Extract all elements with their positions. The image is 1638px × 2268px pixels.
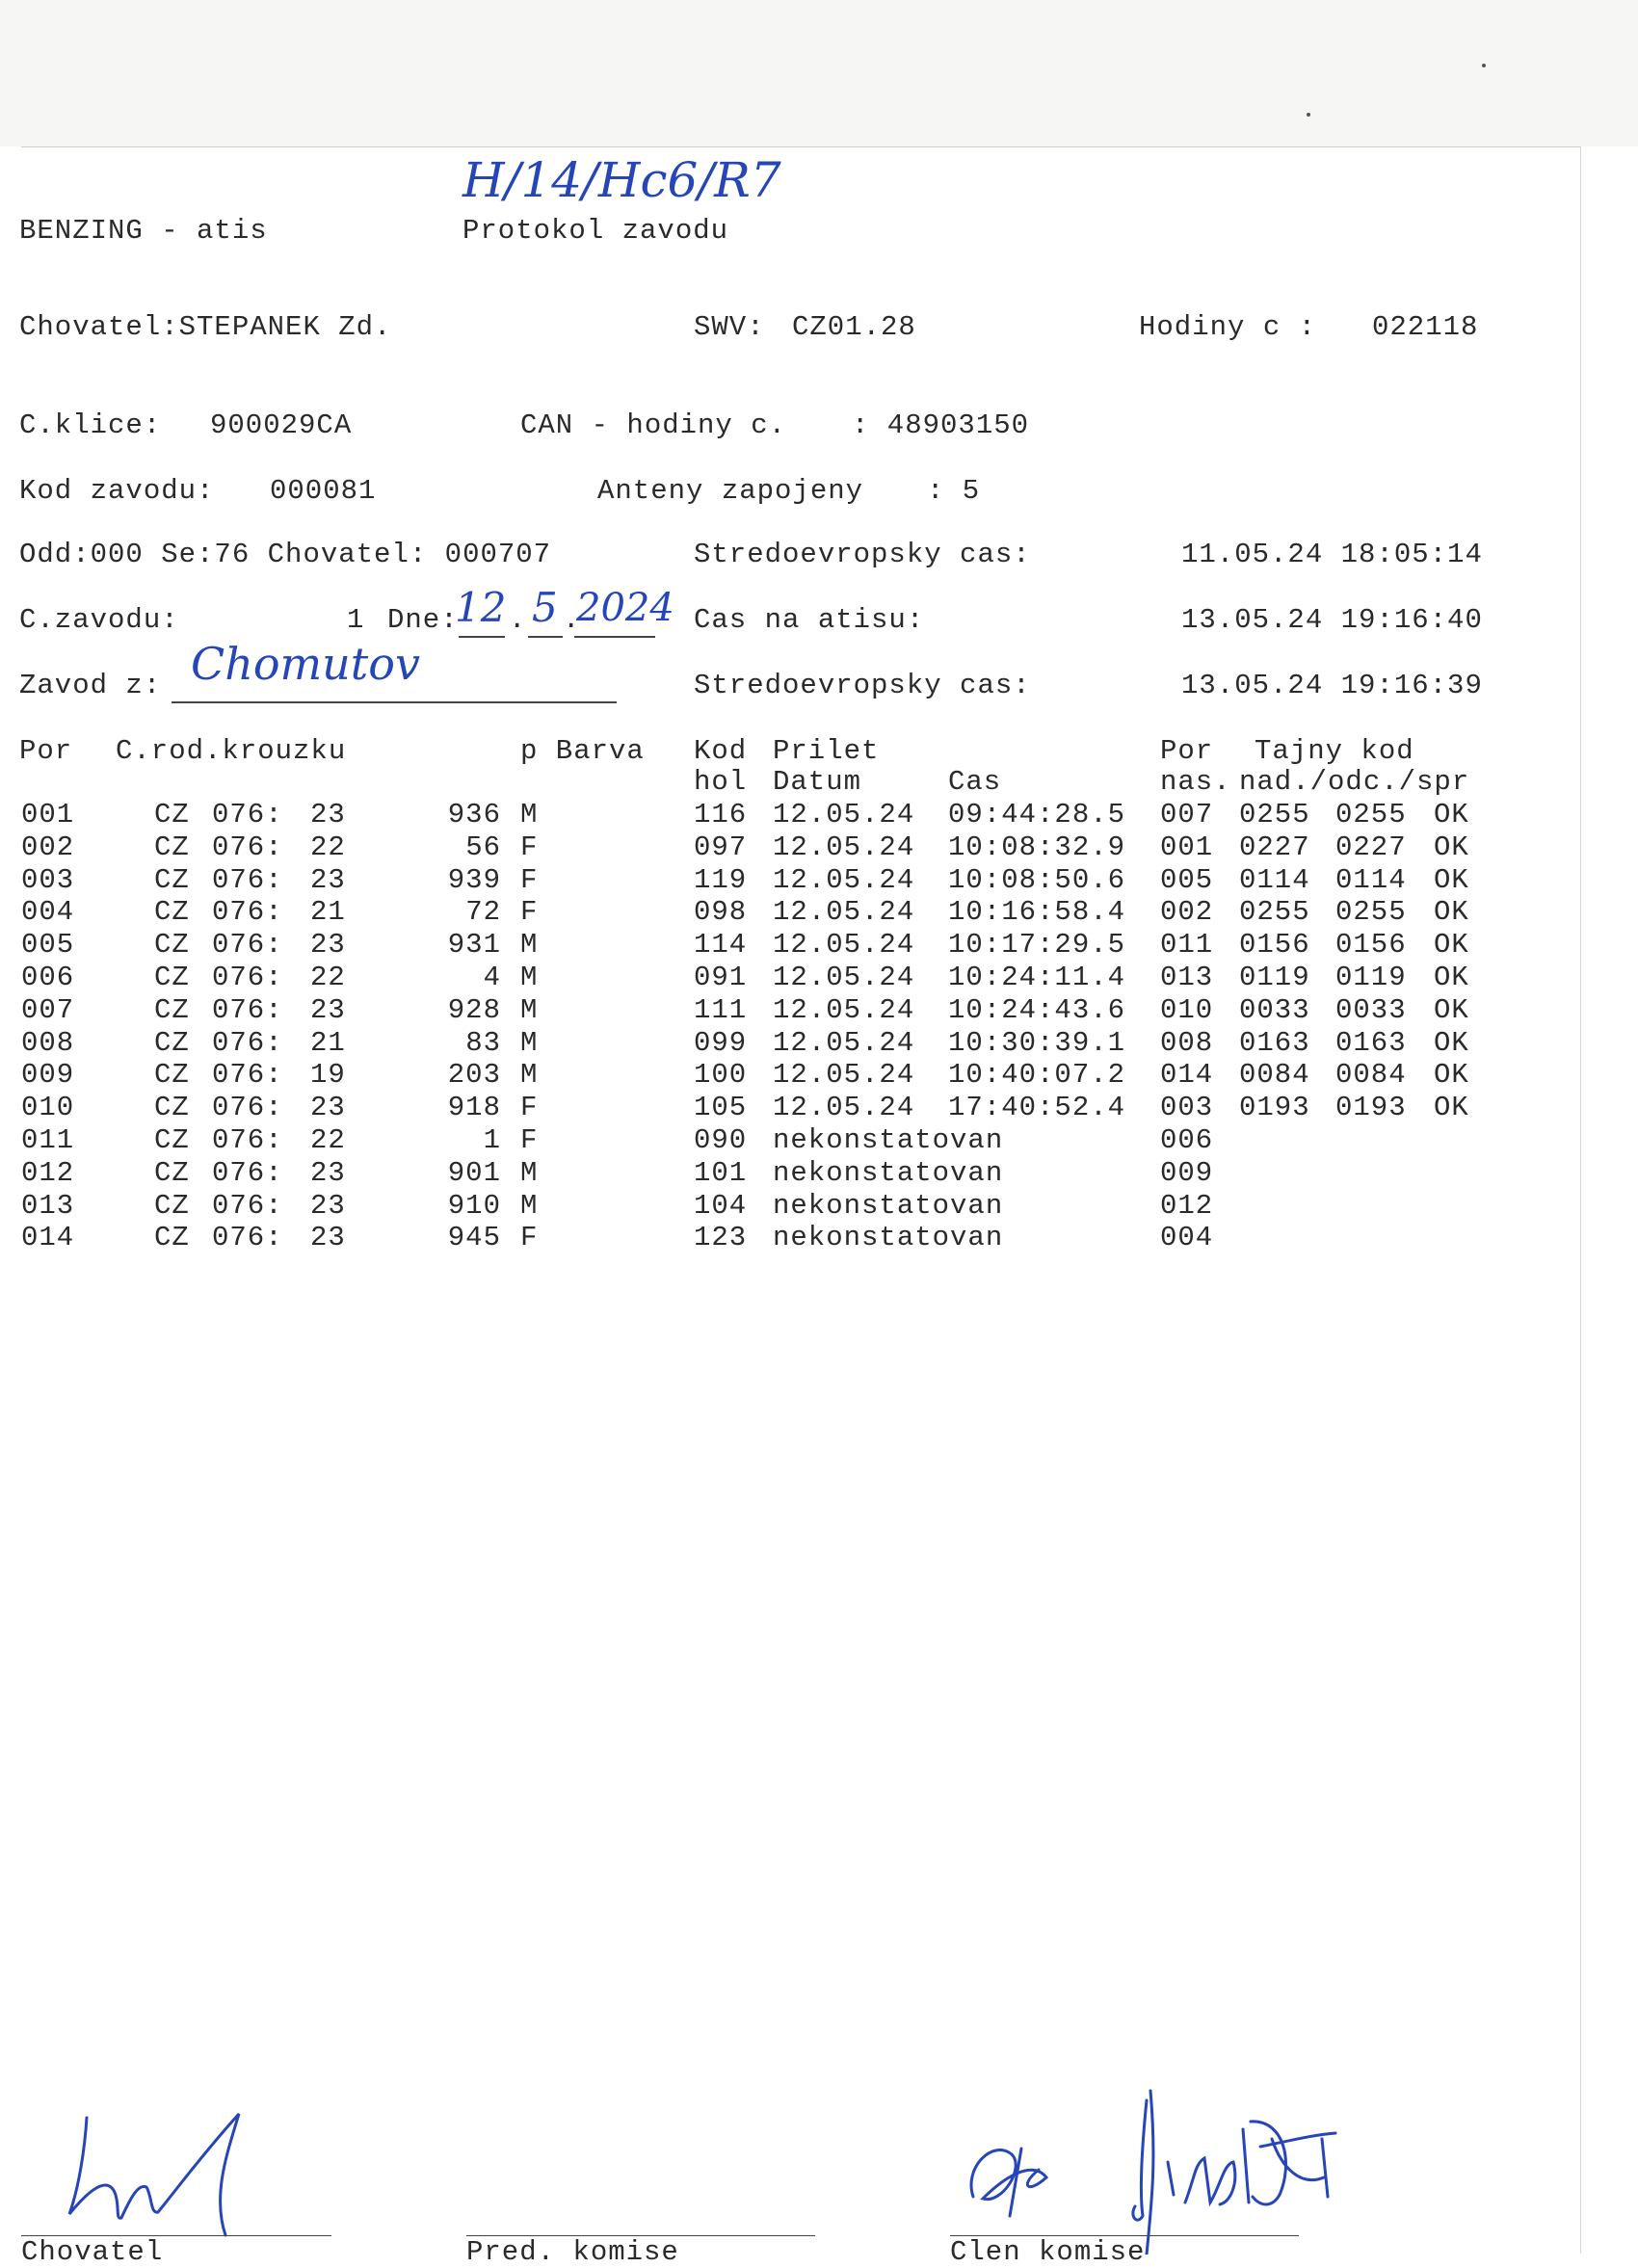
ring-org: 076:: [212, 1189, 283, 1222]
secret-code-1: 0084: [1239, 1059, 1310, 1092]
ring-country: CZ: [154, 993, 190, 1026]
row-number: 007: [21, 993, 75, 1026]
order-number: 012: [1160, 1189, 1214, 1222]
header-code-2: hol: [694, 766, 748, 798]
breeder-name: Chovatel:STEPANEK Zd.: [19, 311, 392, 343]
ring-org: 076:: [212, 1156, 283, 1189]
secret-code-2: 0114: [1335, 863, 1407, 896]
bird-code: 114: [694, 929, 748, 962]
ring-number: 945: [447, 1222, 501, 1254]
arrival-date: 12.05.24: [773, 962, 915, 993]
sex: M: [520, 1059, 539, 1092]
scan-margin: [0, 0, 1638, 146]
ring-number: 936: [447, 799, 501, 831]
row-number: 012: [21, 1156, 75, 1189]
secret-code-2: 0119: [1335, 962, 1407, 993]
arrival-date: 12.05.24: [773, 929, 915, 962]
ring-org: 076:: [212, 831, 283, 863]
ring-year: 22: [310, 1124, 346, 1156]
ring-org: 076:: [212, 896, 283, 929]
sex: M: [520, 1156, 539, 1189]
race-code-value: 000081: [270, 475, 377, 507]
ring-year: 21: [310, 1026, 346, 1059]
header-time: Cas: [948, 766, 1002, 798]
ring-country: CZ: [154, 1092, 190, 1124]
member-signature-label: Clen komise: [950, 2236, 1146, 2268]
swv-label: SWV:: [694, 311, 765, 343]
date-month: 5: [532, 584, 558, 631]
ring-country: CZ: [154, 863, 190, 896]
bird-code: 119: [694, 863, 748, 896]
header-arrival: Prilet: [773, 735, 880, 767]
secret-code-1: 0255: [1239, 896, 1310, 929]
order-number: 004: [1160, 1222, 1214, 1254]
header-code-1: Kod: [694, 735, 748, 767]
bird-code: 105: [694, 1092, 748, 1124]
ring-org: 076:: [212, 962, 283, 993]
status: OK: [1434, 1026, 1469, 1059]
antennas-value: : 5: [927, 475, 981, 507]
sex: M: [520, 1026, 539, 1059]
secret-code-1: 0033: [1239, 993, 1310, 1026]
sex: M: [520, 993, 539, 1026]
arrival-date: nekonstatovan: [773, 1222, 1004, 1254]
arrival-date: 12.05.24: [773, 993, 915, 1026]
ring-country: CZ: [154, 929, 190, 962]
table-row: [21, 963, 1582, 995]
arrival-date: nekonstatovan: [773, 1124, 1004, 1156]
ring-org: 076:: [212, 863, 283, 896]
ring-year: 19: [310, 1059, 346, 1092]
secret-code-1: 0156: [1239, 929, 1310, 962]
sex: M: [520, 799, 539, 831]
system-name: BENZING - atis: [19, 215, 268, 247]
key-value: 900029CA: [210, 409, 353, 441]
cet-value-1: 11.05.24 18:05:14: [1181, 539, 1483, 570]
ring-year: 23: [310, 1156, 346, 1189]
sex: M: [520, 929, 539, 962]
row-number: 003: [21, 863, 75, 896]
arrival-date: 12.05.24: [773, 863, 915, 896]
bird-code: 098: [694, 896, 748, 929]
row-number: 011: [21, 1124, 75, 1156]
ring-org: 076:: [212, 929, 283, 962]
row-number: 004: [21, 896, 75, 929]
scan-speck: [1482, 64, 1486, 67]
secret-code-2: 0255: [1335, 799, 1407, 831]
table-row: [21, 1060, 1582, 1093]
row-number: 008: [21, 1026, 75, 1059]
ring-number: 83: [465, 1026, 501, 1059]
order-number: 010: [1160, 993, 1214, 1026]
date-year-line: [574, 636, 655, 638]
ring-org: 076:: [212, 1092, 283, 1124]
atis-label: Cas na atisu:: [694, 604, 925, 636]
ring-year: 23: [310, 799, 346, 831]
bird-code: 099: [694, 1026, 748, 1059]
ring-org: 076:: [212, 1059, 283, 1092]
bird-code: 101: [694, 1156, 748, 1189]
breeder-signature: [39, 2091, 279, 2245]
row-number: 013: [21, 1189, 75, 1222]
bird-code: 104: [694, 1189, 748, 1222]
sex: F: [520, 1222, 539, 1254]
ring-number: 203: [447, 1059, 501, 1092]
ring-number: 918: [447, 1092, 501, 1124]
secret-code-2: 0156: [1335, 929, 1407, 962]
bird-code: 111: [694, 993, 748, 1026]
ring-year: 21: [310, 896, 346, 929]
status: OK: [1434, 1059, 1469, 1092]
secret-code-2: 0227: [1335, 831, 1407, 863]
status: OK: [1434, 896, 1469, 929]
table-row: [21, 1158, 1582, 1191]
sex: F: [520, 863, 539, 896]
ring-country: CZ: [154, 1124, 190, 1156]
ring-org: 076:: [212, 799, 283, 831]
table-row: [21, 1191, 1582, 1224]
table-row: [21, 800, 1582, 832]
ring-number: 939: [447, 863, 501, 896]
bird-code: 100: [694, 1059, 748, 1092]
ring-country: CZ: [154, 1156, 190, 1189]
header-order-2: nas.: [1160, 766, 1231, 798]
order-number: 006: [1160, 1124, 1214, 1156]
row-number: 001: [21, 799, 75, 831]
status: OK: [1434, 1092, 1469, 1124]
page-title: Protokol zavodu: [462, 215, 729, 247]
arrival-date: 12.05.24: [773, 896, 915, 929]
order-number: 014: [1160, 1059, 1214, 1092]
table-row: [21, 930, 1582, 963]
row-number: 009: [21, 1059, 75, 1092]
secret-code-1: 0114: [1239, 863, 1310, 896]
date-year: 2024: [576, 586, 674, 630]
ring-org: 076:: [212, 993, 283, 1026]
chair-signature-label: Pred. komise: [466, 2236, 679, 2268]
bird-code: 090: [694, 1124, 748, 1156]
arrival-time: 10:40:07.2: [948, 1059, 1126, 1092]
key-label: C.klice:: [19, 409, 162, 441]
header-sex-color: p Barva: [520, 735, 645, 767]
table-row: [21, 1223, 1582, 1255]
sex: F: [520, 896, 539, 929]
cet-value-2: 13.05.24 19:16:39: [1181, 670, 1483, 701]
ring-number: 928: [447, 993, 501, 1026]
order-number: 008: [1160, 1026, 1214, 1059]
date-label: Dne:: [387, 604, 459, 636]
ring-number: 72: [465, 896, 501, 929]
ring-number: 56: [465, 831, 501, 863]
breeder-signature-label: Chovatel: [21, 2236, 164, 2268]
arrival-time: 10:30:39.1: [948, 1026, 1126, 1059]
arrival-date: nekonstatovan: [773, 1189, 1004, 1222]
header-ring: C.rod.krouzku: [116, 735, 347, 767]
section-line: Odd:000 Se:76 Chovatel: 000707: [19, 539, 552, 570]
ring-country: CZ: [154, 831, 190, 863]
date-day-line: [459, 636, 505, 638]
antennas-label: Anteny zapojeny: [597, 475, 864, 507]
clock-label: Hodiny c :: [1139, 311, 1317, 343]
table-row: [21, 1125, 1582, 1158]
ring-year: 23: [310, 1189, 346, 1222]
ring-year: 23: [310, 1092, 346, 1124]
race-place-label: Zavod z:: [19, 670, 162, 701]
sex: F: [520, 1124, 539, 1156]
ring-country: CZ: [154, 962, 190, 993]
date-month-line: [528, 636, 563, 638]
arrival-date: 12.05.24: [773, 1026, 915, 1059]
secret-code-1: 0193: [1239, 1092, 1310, 1124]
ring-number: 901: [447, 1156, 501, 1189]
ring-country: CZ: [154, 896, 190, 929]
status: OK: [1434, 863, 1469, 896]
ring-country: CZ: [154, 1222, 190, 1254]
ring-country: CZ: [154, 1026, 190, 1059]
row-number: 005: [21, 929, 75, 962]
committee-signature: [954, 2071, 1359, 2255]
handwritten-reference: H/14/Hc6/R7: [462, 152, 781, 208]
status: OK: [1434, 993, 1469, 1026]
row-number: 014: [21, 1222, 75, 1254]
header-order-1: Por: [1160, 735, 1214, 767]
ring-year: 23: [310, 993, 346, 1026]
order-number: 002: [1160, 896, 1214, 929]
arrival-date: 12.05.24: [773, 1059, 915, 1092]
table-row: [21, 832, 1582, 865]
cet-label-1: Stredoevropsky cas:: [694, 539, 1031, 570]
secret-code-2: 0255: [1335, 896, 1407, 929]
ring-number: 931: [447, 929, 501, 962]
race-code-label: Kod zavodu:: [19, 475, 215, 507]
bird-code: 116: [694, 799, 748, 831]
bird-code: 097: [694, 831, 748, 863]
arrival-time: 10:17:29.5: [948, 929, 1126, 962]
arrival-time: 10:24:11.4: [948, 962, 1126, 993]
order-number: 009: [1160, 1156, 1214, 1189]
table-row: [21, 1028, 1582, 1061]
secret-code-2: 0193: [1335, 1092, 1407, 1124]
table-row: [21, 897, 1582, 930]
arrival-time: 17:40:52.4: [948, 1092, 1126, 1124]
ring-org: 076:: [212, 1124, 283, 1156]
ring-org: 076:: [212, 1222, 283, 1254]
order-number: 007: [1160, 799, 1214, 831]
sex: M: [520, 1189, 539, 1222]
race-place-line: [172, 701, 617, 703]
header-por: Por: [19, 735, 73, 767]
ring-country: CZ: [154, 1189, 190, 1222]
arrival-time: 09:44:28.5: [948, 799, 1126, 831]
cet-label-2: Stredoevropsky cas:: [694, 670, 1031, 701]
ring-year: 23: [310, 863, 346, 896]
ring-country: CZ: [154, 1059, 190, 1092]
sex: F: [520, 1092, 539, 1124]
ring-year: 22: [310, 962, 346, 993]
secret-code-2: 0163: [1335, 1026, 1407, 1059]
row-number: 010: [21, 1092, 75, 1124]
scan-speck: [1307, 113, 1310, 117]
arrival-time: 10:08:32.9: [948, 831, 1126, 863]
sex: M: [520, 962, 539, 993]
header-secret-1: Tajny kod: [1255, 735, 1414, 767]
status: OK: [1434, 962, 1469, 993]
arrival-date: 12.05.24: [773, 831, 915, 863]
secret-code-1: 0163: [1239, 1026, 1310, 1059]
bird-code: 123: [694, 1222, 748, 1254]
secret-code-2: 0084: [1335, 1059, 1407, 1092]
order-number: 011: [1160, 929, 1214, 962]
ring-number: 4: [483, 962, 501, 993]
race-place-value: Chomutov: [191, 638, 420, 690]
can-value: : 48903150: [852, 409, 1030, 441]
ring-org: 076:: [212, 1026, 283, 1059]
order-number: 003: [1160, 1092, 1214, 1124]
ring-number: 1: [483, 1124, 501, 1156]
can-label: CAN - hodiny c.: [520, 409, 787, 441]
race-number-label: C.zavodu:: [19, 604, 179, 636]
row-number: 006: [21, 962, 75, 993]
swv-value: CZ01.28: [792, 311, 916, 343]
sex: F: [520, 831, 539, 863]
clock-value: 022118: [1372, 311, 1479, 343]
secret-code-1: 0227: [1239, 831, 1310, 863]
arrival-date: 12.05.24: [773, 1092, 915, 1124]
ring-country: CZ: [154, 799, 190, 831]
table-row: [21, 865, 1582, 898]
race-number-value: 1: [347, 604, 365, 636]
header-date: Datum: [773, 766, 862, 798]
atis-value: 13.05.24 19:16:40: [1181, 604, 1483, 636]
header-secret-2: nad./odc./spr: [1239, 766, 1470, 798]
order-number: 005: [1160, 863, 1214, 896]
order-number: 013: [1160, 962, 1214, 993]
ring-year: 22: [310, 831, 346, 863]
order-number: 001: [1160, 831, 1214, 863]
arrival-date: 12.05.24: [773, 799, 915, 831]
date-day: 12: [455, 584, 507, 631]
ring-number: 910: [447, 1189, 501, 1222]
arrival-time: 10:08:50.6: [948, 863, 1126, 896]
table-row: [21, 995, 1582, 1028]
secret-code-1: 0255: [1239, 799, 1310, 831]
secret-code-1: 0119: [1239, 962, 1310, 993]
ring-year: 23: [310, 929, 346, 962]
status: OK: [1434, 929, 1469, 962]
arrival-time: 10:16:58.4: [948, 896, 1126, 929]
status: OK: [1434, 831, 1469, 863]
table-row: [21, 1093, 1582, 1125]
row-number: 002: [21, 831, 75, 863]
ring-year: 23: [310, 1222, 346, 1254]
arrival-date: nekonstatovan: [773, 1156, 1004, 1189]
bird-code: 091: [694, 962, 748, 993]
secret-code-2: 0033: [1335, 993, 1407, 1026]
arrival-time: 10:24:43.6: [948, 993, 1126, 1026]
status: OK: [1434, 799, 1469, 831]
